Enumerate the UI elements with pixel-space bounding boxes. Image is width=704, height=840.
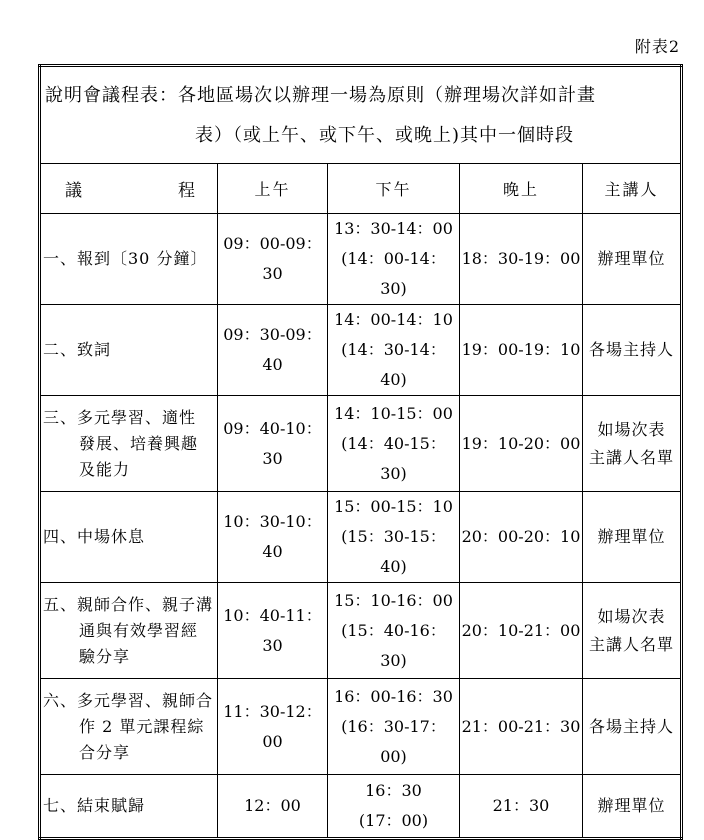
agenda-item-line: 二、致詞: [43, 340, 112, 359]
agenda-row: [40, 679, 682, 775]
afternoon-time: [328, 583, 460, 679]
table-title-line1: 說明會議程表：各地區場次以辦理一場為原則（辦理場次詳如計畫: [45, 85, 596, 106]
agenda-item-line: 及能力: [79, 459, 131, 479]
afternoon-time-alternate: (16：30-17：00): [341, 716, 446, 766]
speaker-line: 各場主持人: [589, 340, 675, 359]
evening-time: 21：30: [460, 775, 583, 839]
afternoon-time-primary: 16：30: [365, 781, 422, 800]
afternoon-time-alternate: (15：30-15：40): [341, 527, 446, 576]
header-morning: 上午: [218, 164, 328, 214]
header-item: [40, 164, 218, 214]
agenda-item-line: 七、結束賦歸: [43, 796, 146, 815]
header-evening: 晚上: [460, 164, 583, 214]
header-afternoon: 下午: [328, 164, 460, 214]
header-row: [40, 164, 682, 214]
speaker: [583, 396, 682, 492]
agenda-item-line: 驗分享: [79, 646, 131, 666]
afternoon-time: [328, 679, 460, 775]
header-item-char1: 議: [65, 181, 82, 201]
afternoon-time-primary: 14：00-14：10: [334, 310, 453, 329]
morning-time: 10：40-11：30: [218, 583, 328, 679]
agenda-item-line: 作 2 單元課程綜: [79, 716, 205, 736]
afternoon-time-primary: 15：00-15：10: [334, 497, 453, 516]
speaker-line: 辦理單位: [597, 796, 666, 815]
agenda-item-line: 五、親師合作、親子溝: [43, 594, 214, 614]
agenda-row: [40, 396, 682, 492]
agenda-item: [40, 492, 218, 583]
morning-time: 09：30-09：40: [218, 305, 328, 396]
morning-time: 09：00-09：30: [218, 214, 328, 305]
speaker-line: 主講人名單: [589, 447, 675, 467]
agenda-table: [38, 64, 683, 840]
afternoon-time-primary: 16：00-16：30: [334, 686, 453, 706]
afternoon-time-primary: 14：10-15：00: [334, 403, 453, 423]
agenda-item: [40, 679, 218, 775]
speaker-line: 如場次表: [597, 419, 666, 439]
afternoon-time-alternate: (14：00-14：30): [341, 249, 446, 298]
header-speaker: 主講人: [583, 164, 682, 214]
afternoon-time-alternate: (15：40-16：30): [341, 620, 446, 670]
morning-time: 12：00: [218, 775, 328, 839]
afternoon-time: [328, 305, 460, 396]
agenda-item-line: 四、中場休息: [43, 527, 146, 546]
afternoon-time-alternate: (14：30-14：40): [341, 340, 446, 389]
agenda-item-line: 通與有效學習經: [79, 620, 199, 640]
evening-time: 21：00-21：30: [460, 679, 583, 775]
agenda-rows: [40, 214, 682, 839]
agenda-item-line: 六、多元學習、親師合: [43, 690, 214, 710]
afternoon-time: [328, 396, 460, 492]
title-cell: [40, 66, 682, 164]
agenda-item-line: 合分享: [79, 742, 131, 762]
agenda-item-line: 發展、培養興趣: [79, 433, 199, 453]
afternoon-time: [328, 775, 460, 839]
speaker: [583, 305, 682, 396]
evening-time: 20：10-21：00: [460, 583, 583, 679]
speaker: [583, 214, 682, 305]
evening-time: 18：30-19：00: [460, 214, 583, 305]
agenda-row: [40, 775, 682, 839]
afternoon-time-alternate: (14：40-15：30): [341, 433, 446, 483]
morning-time: 11：30-12：00: [218, 679, 328, 775]
agenda-item: [40, 775, 218, 839]
speaker-line: 辦理單位: [597, 249, 666, 268]
afternoon-time-alternate: (17：00): [358, 811, 429, 830]
speaker-line: 主講人名單: [589, 634, 675, 654]
speaker-line: 各場主持人: [589, 716, 675, 736]
evening-time: 20：00-20：10: [460, 492, 583, 583]
evening-time: 19：10-20：00: [460, 396, 583, 492]
title-row: [40, 66, 682, 164]
agenda-row: [40, 305, 682, 396]
speaker: [583, 775, 682, 839]
agenda-item: [40, 214, 218, 305]
speaker-line: 如場次表: [597, 606, 666, 626]
afternoon-time-primary: 15：10-16：00: [334, 590, 453, 610]
morning-time: 09：40-10：30: [218, 396, 328, 492]
agenda-row: [40, 583, 682, 679]
agenda-item: [40, 305, 218, 396]
speaker: [583, 679, 682, 775]
speaker: [583, 492, 682, 583]
agenda-item: [40, 396, 218, 492]
evening-time: 19：00-19：10: [460, 305, 583, 396]
speaker: [583, 583, 682, 679]
afternoon-time: [328, 492, 460, 583]
agenda-item-line: 一、報到〔30 分鐘〕: [43, 249, 208, 268]
agenda-item: [40, 583, 218, 679]
agenda-row: [40, 214, 682, 305]
agenda-row: [40, 492, 682, 583]
afternoon-time-primary: 13：30-14：00: [334, 219, 453, 238]
agenda-item-line: 三、多元學習、適性: [43, 407, 197, 427]
header-item-char2: 程: [178, 181, 195, 201]
speaker-line: 辦理單位: [597, 527, 666, 546]
annex-label: 附表2: [634, 37, 680, 56]
afternoon-time: [328, 214, 460, 305]
table-title-line2: 表）（或上午、或下午、或晚上)其中一個時段: [195, 125, 575, 146]
morning-time: 10：30-10：40: [218, 492, 328, 583]
